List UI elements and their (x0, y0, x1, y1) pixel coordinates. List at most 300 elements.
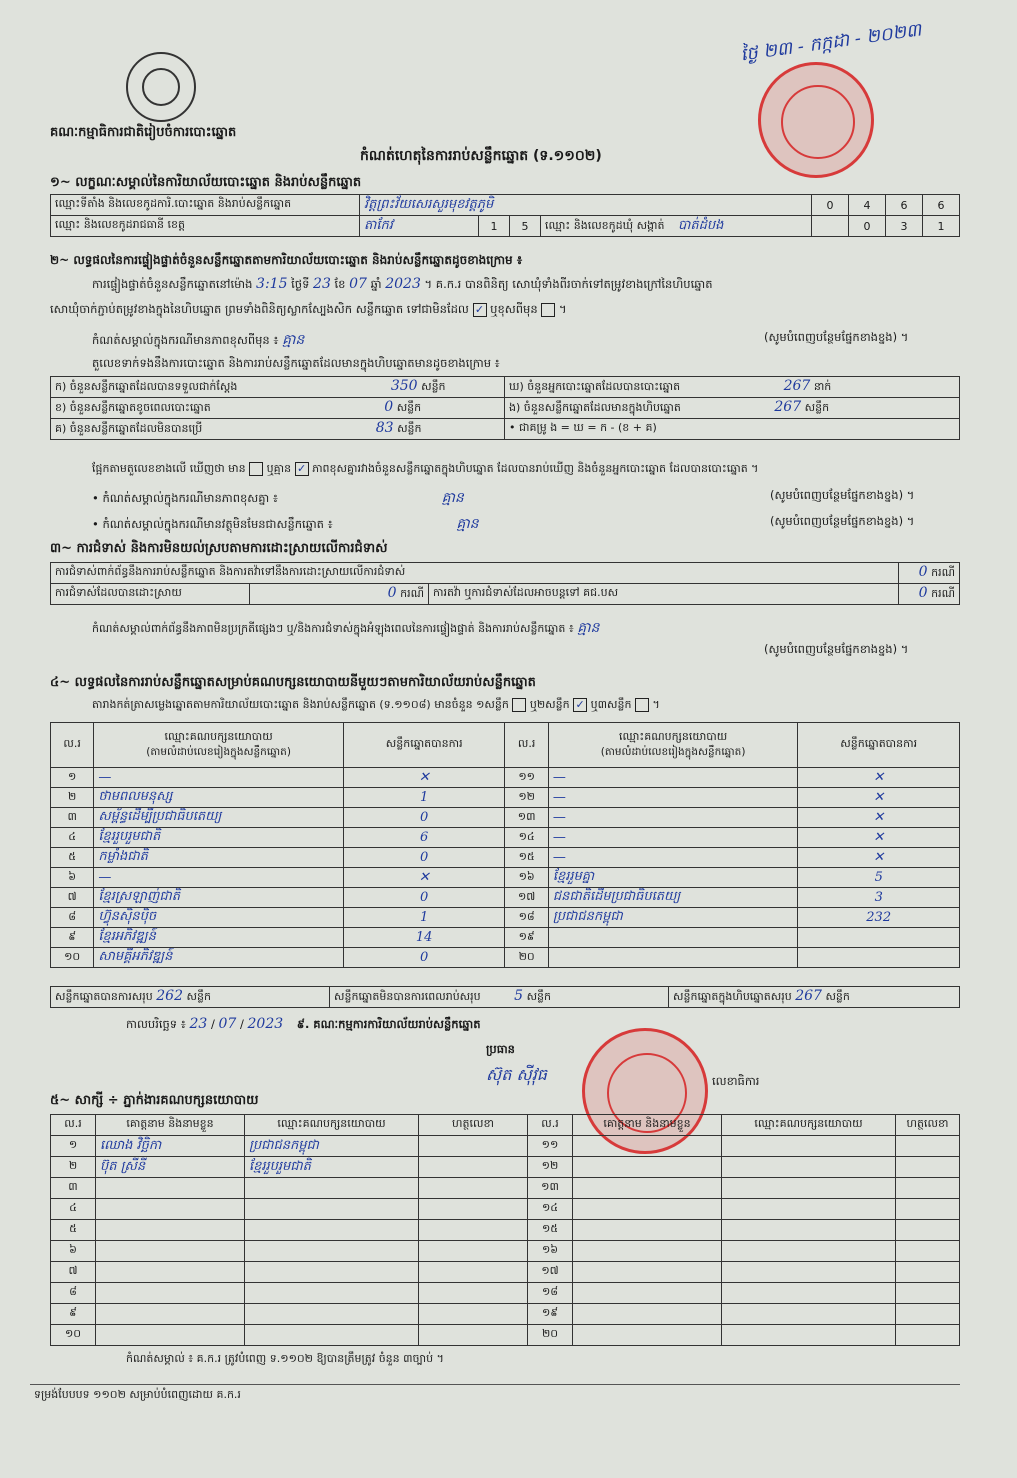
witness-party (245, 1178, 419, 1199)
party-results-table (50, 722, 960, 968)
province-label-text: ឈ្មោះ និងលេខកូដរាជធានី ខេត្ត (55, 218, 185, 231)
witness-table (50, 1114, 960, 1346)
witness-row (51, 1199, 960, 1220)
verify-year: 2023 (385, 276, 421, 292)
col-no-right: ល.រ (505, 723, 548, 768)
count-left-c (51, 419, 505, 440)
line2-text: សោឃុំចាក់ភ្ជាប់តម្រូវខាងក្នុងនៃហិបឆ្នោត ព្រមទាំងពិនិត្យស្លាកស្បែងសិក សន្លឹកឆ្នោត ទៅជាមិនដែល (50, 302, 469, 316)
party-name: ខ្មែរអភិវឌ្ឍន៍ (94, 928, 344, 948)
party-row (51, 928, 960, 948)
chair-label: ប្រធាន (486, 1042, 515, 1056)
witness-no: ១៤ (528, 1199, 573, 1220)
witness-signature (896, 1199, 960, 1220)
witness-signature (419, 1241, 528, 1262)
compare-line (92, 462, 758, 478)
chair-signature: ស៊ុត ស៊ីវុធ (486, 1065, 547, 1084)
form-title: កំណត់ហេតុនៃការរាប់សន្លឹកឆ្នោត (ទ.១១០២) (360, 148, 602, 164)
witness-signature (896, 1283, 960, 1304)
bullet2 (92, 514, 479, 535)
witness-name (573, 1136, 722, 1157)
total-invalid-unit: សន្លឹក (526, 990, 552, 1003)
party-no: ៩ (51, 928, 94, 948)
top-right-note: ថ្ងៃ ២៣ - កក្កដា - ២០២៣ (739, 19, 923, 66)
party-name: ហ៊្វុនស៊ិនប៉ិច (94, 908, 344, 928)
section5-note: កំណត់សម្គាល់ ៖ គ.ក.រ ត្រូវបំពេញ ទ.១១០២ ឱ្យបានត្រឹមត្រូវ ចំនួន ៣ច្បាប់ ។ (126, 1352, 444, 1365)
witness-row (51, 1241, 960, 1262)
note-label: កំណត់សម្គាល់ក្នុងករណីមានភាពខុសពីមុន ៖ (92, 333, 279, 347)
bullet2-label: • កំណត់សម្គាល់ក្នុងករណីមានវត្ថុមិនមែនជាសន្លឹកឆ្នោត ៖ (92, 517, 333, 531)
total-valid-value: 262 (156, 988, 183, 1004)
witness-no: ៧ (51, 1262, 96, 1283)
witness-row (51, 1136, 960, 1157)
footer-rule (30, 1384, 960, 1385)
party-no: ១៦ (505, 868, 548, 888)
count-row-b (51, 398, 960, 419)
party-no: ១៧ (505, 888, 548, 908)
total-box-label: សន្លឹកឆ្នោតក្នុងហិបឆ្នោតសរុប (673, 990, 792, 1003)
section2-result-intro: តួលេខទាក់ទងនឹងការបោះឆ្នោត និងការរាប់សន្លឹកឆ្នោតដែលមានក្នុងហិបឆ្នោតមានដូចខាងក្រោម ៖ (92, 356, 500, 370)
verify-time-label: ការផ្ទៀងផ្ទាត់ចំនួនសន្លឹកឆ្នោតនៅម៉ោង (92, 277, 253, 291)
party-no: ១៨ (505, 908, 548, 928)
line2-or: ឬខុសពីមុន (490, 302, 538, 316)
witness-signature (896, 1178, 960, 1199)
party-votes: 1 (343, 788, 505, 808)
has-difference-checkbox[interactable] (249, 462, 263, 476)
day-label: ថ្ងៃទី (291, 277, 310, 291)
party-no: ៤ (51, 828, 94, 848)
witness-signature (419, 1199, 528, 1220)
party-no: ៨ (51, 908, 94, 928)
bullet2-value: គ្មាន (456, 516, 479, 532)
closing-line: កាលបរិច្ឆេទ ៖ 23 / 07 / 2023 ៩. គណៈកម្មការការិយាល័យរាប់សន្លឹកឆ្នោត (126, 1016, 481, 1032)
section2-title: ២~ លទ្ធផលនៃការផ្ទៀងផ្ទាត់ចំនួនសន្លឹកឆ្នោតតាមការិយាល័យបោះឆ្នោត និងរាប់សន្លឹកឆ្នោតដូចខាងក្រោម ៖ (50, 253, 523, 267)
bullet1-label: • កំណត់សម្គាល់ក្នុងករណីមានភាពខុសគ្នា ៖ (92, 491, 278, 505)
party-name: ជនជាតិដើមប្រជាធិបតេយ្យ (548, 888, 798, 908)
witness-no: ១៣ (528, 1178, 573, 1199)
party-row (51, 768, 960, 788)
col-party-left (94, 723, 344, 768)
witness-party (722, 1325, 896, 1346)
party-votes: 0 (343, 948, 505, 968)
party-votes (798, 928, 960, 948)
section4-intro-text: តារាងកត់ត្រាសម្លេងឆ្នោតតាមការិយាល័យបោះឆ្នោត និងរាប់សន្លឹកឆ្នោត (ទ.១១០៨) មានចំនួន ១សន្លឹក (92, 698, 509, 711)
witness-no: ១១ (528, 1136, 573, 1157)
witness-name (573, 1220, 722, 1241)
witness-name (96, 1304, 245, 1325)
count-formula: • ជាគម្រូ ង = ឃ = ក - (ខ + គ) (509, 421, 657, 434)
witness-name (96, 1199, 245, 1220)
witness-no: ២០ (528, 1325, 573, 1346)
party-no: ២ (51, 788, 94, 808)
witness-name (96, 1220, 245, 1241)
opt3-label: ឬ៣សន្លឹក (590, 698, 632, 711)
province-value: តាកែវ (360, 216, 479, 237)
party-votes: ✕ (798, 828, 960, 848)
commune-value: បាត់ដំបង (678, 217, 724, 233)
resolved-label: ការជំទាស់ដែលបានដោះស្រាយ (51, 584, 250, 605)
witness-no: ១៩ (528, 1304, 573, 1325)
witness-no: ៥ (51, 1220, 96, 1241)
party-votes: ✕ (343, 768, 505, 788)
party-row (51, 828, 960, 848)
witness-name (573, 1325, 722, 1346)
witness-party (245, 1283, 419, 1304)
witness-col-party-left: ឈ្មោះគណបក្សនយោបាយ (245, 1115, 419, 1136)
section3-note (92, 618, 599, 639)
count-right-unit-b: សន្លឹក (804, 401, 830, 414)
objection-row-2 (51, 584, 960, 605)
count-left-label-c: គ) ចំនួនសន្លឹកឆ្នោតដែលមិនបានប្រើ (55, 422, 203, 435)
footer-text: ទម្រង់បែបបទ ១១០២ សម្រាប់បំពេញដោយ គ.ក.រ (34, 1388, 241, 1401)
objection-row-1 (51, 563, 960, 584)
party-name: — (548, 828, 798, 848)
party-votes: ✕ (798, 848, 960, 868)
party-no: ១១ (505, 768, 548, 788)
opt2-label: ឬ២សន្លឹក (529, 698, 570, 711)
party-name: ខ្មែររួបរួមជាតិ (94, 828, 344, 848)
witness-no: ១៨ (528, 1283, 573, 1304)
party-name (548, 948, 798, 968)
total-valid-cell (51, 987, 330, 1008)
count-right-label-a: ឃ) ចំនួនអ្នកបោះឆ្នោតដែលបានបោះឆ្នោត (509, 380, 681, 393)
party-votes: 5 (798, 868, 960, 888)
party-name: — (548, 848, 798, 868)
compare-rest: ភាពខុសគ្នារវាងចំនួនសន្លឹកឆ្នោតក្នុងហិបឆ្នោត ដែលបានរាប់ឃើញ និងចំនួនអ្នកបោះឆ្នោត ដែលបានបោះឆ្នោត ។ (312, 462, 759, 475)
witness-signature (896, 1157, 960, 1178)
party-no: ១៥ (505, 848, 548, 868)
witness-party (722, 1283, 896, 1304)
closing-committee: ៩. គណៈកម្មការការិយាល័យរាប់សន្លឹកឆ្នោត (296, 1017, 481, 1031)
appeal-label: ការតវ៉ា ឬការជំទាស់ដែលអាចបន្តទៅ គជ.បស (429, 584, 899, 605)
party-name: — (548, 788, 798, 808)
witness-name (573, 1178, 722, 1199)
party-votes: 232 (798, 908, 960, 928)
changed-checkbox[interactable] (541, 303, 555, 317)
witness-name (573, 1241, 722, 1262)
province-label (51, 216, 360, 237)
witness-party: ខ្មែររួបរួមជាតិ (245, 1157, 419, 1178)
witness-signature (896, 1241, 960, 1262)
verify-month: 07 (349, 276, 367, 292)
appeal-value-cell (899, 584, 960, 605)
party-row (51, 848, 960, 868)
witness-name (96, 1241, 245, 1262)
verify-time: 3:15 (256, 276, 288, 292)
party-no: ១៩ (505, 928, 548, 948)
witness-no: ២ (51, 1157, 96, 1178)
section1-table (50, 194, 960, 237)
party-row (51, 868, 960, 888)
party-name: ខ្មែររួមគ្នា (548, 868, 798, 888)
verify-day: 23 (313, 276, 331, 292)
objection-table (50, 562, 960, 605)
ballot-count-table (50, 376, 960, 440)
witness-party (722, 1262, 896, 1283)
total-box-cell (669, 987, 960, 1008)
party-no: ១០ (51, 948, 94, 968)
witness-name: ឈោង វិច្ឆិកា (96, 1136, 245, 1157)
count-row-c (51, 419, 960, 440)
witness-name (573, 1304, 722, 1325)
witness-signature (896, 1262, 960, 1283)
total-valid-unit: សន្លឹក (186, 990, 211, 1003)
count-right-value-a: 267 (783, 378, 811, 394)
section4-intro (92, 698, 660, 714)
witness-signature (896, 1136, 960, 1157)
resolved-unit: ករណី (400, 587, 424, 600)
party-votes: 0 (343, 848, 505, 868)
two-sheets-checkbox[interactable]: ✓ (573, 698, 587, 712)
party-name: — (548, 768, 798, 788)
witness-col-sign-right: ហត្ថលេខា (896, 1115, 960, 1136)
witness-row (51, 1220, 960, 1241)
col-votes-left: សន្លឹកឆ្នោតបានការ (343, 723, 505, 768)
month-label: ខែ (334, 277, 346, 291)
witness-party (722, 1199, 896, 1220)
col-party-left-title: ឈ្មោះគណបក្សនយោបាយ (164, 729, 273, 743)
count-right-value-b: 267 (774, 399, 802, 415)
witness-no: ១ (51, 1136, 96, 1157)
witness-row (51, 1283, 960, 1304)
count-right-c (505, 419, 960, 440)
section4-intro-end: ។ (652, 698, 660, 711)
party-votes: 0 (343, 808, 505, 828)
witness-col-name-left: គោត្តនាម និងនាមខ្លួន (96, 1115, 245, 1136)
witness-party (722, 1304, 896, 1325)
col-no-left: ល.រ (51, 723, 94, 768)
note-value: គ្មាន (282, 332, 305, 348)
resolved-value-cell (250, 584, 429, 605)
count-left-value-a: 350 (390, 378, 418, 394)
witness-signature (419, 1283, 528, 1304)
total-invalid-cell (330, 987, 669, 1008)
party-name: ប្រជាជនកម្ពុជា (548, 908, 798, 928)
witness-signature (419, 1178, 528, 1199)
station-code-1: 0 (812, 195, 849, 216)
party-name: — (548, 808, 798, 828)
party-no: ៣ (51, 808, 94, 828)
resolved-value: 0 (387, 585, 397, 601)
witness-name (96, 1325, 245, 1346)
section5-title: ៥~ សាក្សី ÷ ភ្នាក់ងារគណបក្សនយោបាយ (50, 1093, 259, 1108)
section3-fill-hint: (សូមបំពេញបន្ថែមផ្នែកខាងខ្នង) ។ (764, 642, 909, 656)
witness-party (722, 1178, 896, 1199)
commune-code-1: 0 (849, 216, 886, 237)
witness-party (722, 1157, 896, 1178)
witness-party: ប្រជាជនកម្ពុជា (245, 1136, 419, 1157)
witness-signature (419, 1157, 528, 1178)
witness-col-party-right: ឈ្មោះគណបក្សនយោបាយ (722, 1115, 896, 1136)
compare-line-text: ផ្អែកតាមតួលេខខាងលើ ឃើញថា មាន (92, 462, 246, 475)
col-votes-right: សន្លឹកឆ្នោតបានការ (798, 723, 960, 768)
org-name: គណៈកម្មាធិការជាតិរៀបចំការបោះឆ្នោត (50, 125, 237, 140)
location-label: ឈ្មោះទីតាំង និងលេខកូដការិ.បោះឆ្នោត និងរាប់សន្លឹកឆ្នោត (51, 195, 360, 216)
party-no: ៦ (51, 868, 94, 888)
objection-unit-1: ករណី (931, 566, 955, 579)
top-stamp (758, 62, 874, 178)
section3-note-label: កំណត់សម្គាល់ពាក់ព័ន្ធនឹងភាពមិនប្រក្រតីផ្សេងៗ ឬ/និងការជំទាស់ក្នុងអំឡុងពេលនៃការផ្ទៀងផ្ទាត់ និងការរាប់សន្លឹកឆ្នោត ៖ (92, 622, 574, 635)
witness-no: ៦ (51, 1241, 96, 1262)
witness-party (722, 1136, 896, 1157)
total-invalid-value: 5 (514, 988, 524, 1004)
station-code-3: 6 (886, 195, 923, 216)
party-votes (798, 948, 960, 968)
party-row (51, 908, 960, 928)
location-value: វិត្តព្រះវ័យសេរសួរមុខវត្តភូមិ (360, 195, 812, 216)
witness-name (573, 1199, 722, 1220)
bullet1-fill-hint: (សូមបំពេញបន្ថែមផ្នែកខាងខ្នង) ។ (770, 488, 915, 502)
party-no: ១៣ (505, 808, 548, 828)
party-name: កម្លាំងជាតិ (94, 848, 344, 868)
witness-party (245, 1262, 419, 1283)
witness-party (245, 1241, 419, 1262)
section2-note (92, 330, 304, 351)
count-left-unit-c: សន្លឹក (397, 422, 422, 435)
party-votes: 1 (343, 908, 505, 928)
appeal-unit: ករណី (931, 587, 955, 600)
count-left-unit-a: សន្លឹក (421, 380, 446, 393)
closing-label: កាលបរិច្ឆេទ ៖ (126, 1017, 186, 1031)
party-name: — (94, 868, 344, 888)
witness-name: ប៊ុត ស្រីនី (96, 1157, 245, 1178)
witness-party (245, 1304, 419, 1325)
closing-month: 07 (218, 1016, 237, 1032)
witness-col-no-right: ល.រ (528, 1115, 573, 1136)
one-sheet-checkbox[interactable] (512, 698, 526, 712)
witness-no: ១០ (51, 1325, 96, 1346)
party-name: ខ្មែរស្រឡាញ់ជាតិ (94, 888, 344, 908)
count-left-unit-b: សន្លឹក (396, 401, 422, 414)
party-no: ១៤ (505, 828, 548, 848)
party-votes: 3 (798, 888, 960, 908)
commune-label: ឈ្មោះ និងលេខកូដឃុំ សង្កាត់ (545, 218, 665, 232)
witness-no: ១៦ (528, 1241, 573, 1262)
commune-code-3: 1 (923, 216, 960, 237)
commune-code-2: 3 (886, 216, 923, 237)
objection-label-1: ការជំទាស់ពាក់ព័ន្ធនឹងការរាប់សន្លឹកឆ្នោត និងការតវ៉ាទៅនឹងការដោះស្រាយលើការជំទាស់ (51, 563, 899, 584)
party-no: ២០ (505, 948, 548, 968)
col-party-right (548, 723, 798, 768)
no-difference-checkbox[interactable]: ✓ (295, 462, 309, 476)
witness-no: ១៥ (528, 1220, 573, 1241)
witness-name (96, 1262, 245, 1283)
party-no: ៥ (51, 848, 94, 868)
witness-signature (896, 1325, 960, 1346)
witness-row (51, 1325, 960, 1346)
party-votes: ✕ (798, 768, 960, 788)
witness-col-sign-left: ហត្ថលេខា (419, 1115, 528, 1136)
col-party-right-title: ឈ្មោះគណបក្សនយោបាយ (618, 729, 728, 743)
three-sheets-checkbox[interactable] (635, 698, 649, 712)
line2-end: ។ (558, 302, 567, 316)
witness-no: ១២ (528, 1157, 573, 1178)
witness-row (51, 1304, 960, 1325)
province-code-2: 5 (510, 216, 541, 237)
col-party-left-sub: (តាមលំដាប់លេខរៀងក្នុងសន្លឹកឆ្នោត) (146, 745, 291, 758)
witness-no: ៣ (51, 1178, 96, 1199)
commune-cell (541, 216, 812, 237)
totals-row (51, 987, 960, 1008)
count-left-value-b: 0 (384, 399, 394, 415)
party-row (51, 948, 960, 968)
party-votes: ✕ (343, 868, 505, 888)
party-votes: ✕ (798, 788, 960, 808)
party-row (51, 888, 960, 908)
witness-no: ៤ (51, 1199, 96, 1220)
party-votes: ✕ (798, 808, 960, 828)
witness-party (245, 1325, 419, 1346)
station-code-4: 6 (923, 195, 960, 216)
witness-signature (419, 1262, 528, 1283)
party-name: សាមគ្គីអភិវឌ្ឍន៍ (94, 948, 344, 968)
secretary-label: លេខាធិការ (712, 1074, 760, 1088)
count-left-label-b: ខ) ចំនួនសន្លឹកឆ្នោតខូចពេលបោះឆ្នោត (55, 401, 211, 414)
witness-name (96, 1178, 245, 1199)
line1-rest: ។ គ.ក.រ បានពិនិត្យ សោឃុំទាំងពីរចាក់ទៅតម្រូវខាងក្រៅនៃហិបឆ្នោត (424, 277, 713, 291)
count-right-b (505, 398, 960, 419)
witness-signature (419, 1304, 528, 1325)
total-valid-label: សន្លឹកឆ្នោតបានការសរុប (55, 990, 153, 1003)
party-name: — (94, 768, 344, 788)
count-right-a (505, 377, 960, 398)
witness-body (51, 1136, 960, 1346)
party-name: សម្ព័ន្ធដើម្បីប្រជាធិបតេយ្យ (94, 808, 344, 828)
year-label: ឆ្នាំ (370, 277, 382, 291)
witness-name (573, 1157, 722, 1178)
count-left-a (51, 377, 505, 398)
witness-name (96, 1283, 245, 1304)
total-box-unit: សន្លឹក (825, 990, 850, 1003)
count-left-b (51, 398, 505, 419)
party-results-body (51, 768, 960, 968)
witness-col-name-right: គោត្តនាម និងនាមខ្លួន (573, 1115, 722, 1136)
party-name (548, 928, 798, 948)
party-name: ថាមពលមនុស្ស (94, 788, 344, 808)
station-code-2: 4 (849, 195, 886, 216)
count-left-label-a: ក) ចំនួនសន្លឹកឆ្នោតដែលបានទទួលជាក់ស្តែង (55, 380, 238, 393)
bullet1-value: គ្មាន (441, 490, 464, 506)
witness-col-no-left: ល.រ (51, 1115, 96, 1136)
count-right-label-b: ង) ចំនួនសន្លឹកឆ្នោតដែលមានក្នុងហិបឆ្នោត (509, 401, 681, 414)
party-no: ១២ (505, 788, 548, 808)
witness-signature (896, 1304, 960, 1325)
compare-mid: ឬគ្មាន (266, 462, 292, 475)
bullet1 (92, 488, 464, 509)
col-party-right-sub: (តាមលំដាប់លេខរៀងក្នុងសន្លឹកឆ្នោត) (600, 745, 746, 758)
unchanged-checkbox[interactable]: ✓ (473, 303, 487, 317)
party-votes: 6 (343, 828, 505, 848)
province-code-1: 1 (479, 216, 510, 237)
count-row-a (51, 377, 960, 398)
witness-party (245, 1199, 419, 1220)
total-box-value: 267 (795, 988, 822, 1004)
section2-line2 (50, 302, 567, 319)
section4-title: ៤~ លទ្ធផលនៃការរាប់សន្លឹកឆ្នោតសម្រាប់គណបក្សនយោបាយនីមួយៗតាមការិយាល័យរាប់សន្លឹកឆ្នោត (50, 675, 536, 690)
appeal-value: 0 (918, 585, 928, 601)
party-row (51, 808, 960, 828)
witness-party (245, 1220, 419, 1241)
witness-no: ៨ (51, 1283, 96, 1304)
section2-fill-hint: (សូមបំពេញបន្ថែមផ្នែកខាងខ្នង) ។ (764, 330, 909, 344)
count-right-unit-a: នាក់ (813, 380, 832, 393)
party-votes: 0 (343, 888, 505, 908)
witness-no: ៩ (51, 1304, 96, 1325)
party-row (51, 788, 960, 808)
witness-name (573, 1283, 722, 1304)
witness-signature (419, 1136, 528, 1157)
witness-signature (419, 1220, 528, 1241)
witness-no: ១៧ (528, 1262, 573, 1283)
